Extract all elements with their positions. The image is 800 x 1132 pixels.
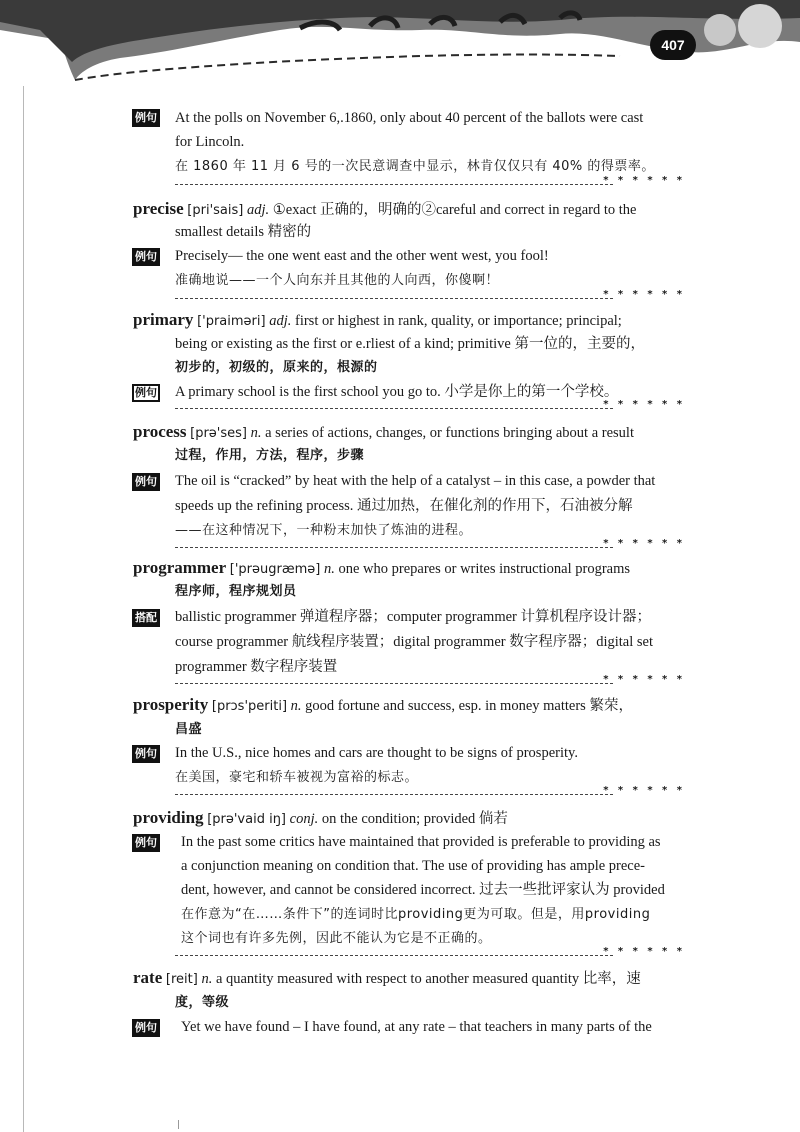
pronunciation: [prə'vaid iŋ] (207, 812, 287, 827)
entry-prosperity-headline (133, 695, 633, 717)
headword: precise (133, 199, 184, 218)
collocation-list: ballistic programmer 弹道程序器；computer programmer 计算机程序设计器； (175, 609, 651, 625)
example-translation: 在美国，豪宅和轿车被视为富裕的标志。 (175, 770, 419, 785)
example-sentence: dent, however, and cannot be considered incorrect. 过去一些批评家认为 provided (181, 882, 665, 898)
collocation-marker-icon: 搭配 (132, 609, 160, 627)
part-of-speech: n. (250, 425, 262, 441)
entry-divider (175, 289, 685, 304)
part-of-speech: adj. (269, 313, 292, 329)
example-sentence: Precisely— the one went east and the other went west, you fool! (175, 248, 549, 264)
divider-stars: * * * * * * (603, 399, 685, 410)
pronunciation: [reit] (165, 972, 198, 987)
definition: a quantity measured with respect to another measured quantity 比率，速 (215, 971, 641, 987)
definition-continued: smallest details 精密的 (175, 224, 312, 240)
collocation-list: programmer 数字程序装置 (175, 659, 338, 675)
part-of-speech: n. (290, 698, 302, 714)
definition-continued: being or existing as the first or e.rliest of a kind; primitive 第一位的，主要的， (175, 336, 645, 352)
example-sentence: for Lincoln. (175, 134, 245, 150)
definition: one who prepares or writes instructional programs (338, 561, 631, 577)
definition: on the condition; provided 倘若 (321, 811, 508, 827)
definition: ①exact 正确的，明确的②careful and correct in regard to the (272, 202, 637, 218)
example-marker-icon: 例句 (132, 248, 160, 266)
example-marker-icon: 例句 (132, 1019, 160, 1037)
headword: process (133, 422, 187, 441)
binding-edge-line (23, 86, 24, 1132)
headword: rate (133, 968, 163, 987)
headword: prosperity (133, 695, 209, 714)
example-marker-icon: 例句 (132, 745, 160, 763)
example-marker-icon: 例句 (132, 834, 160, 852)
definition: good fortune and success, esp. in money matters 繁荣， (305, 698, 633, 714)
example-sentence: At the polls on November 6,.1860, only about 40 percent of the ballots were cast (175, 110, 644, 126)
collocation-list: course programmer 航线程序装置；digital programmer 数字程序器；digital set (175, 634, 654, 650)
headword: programmer (133, 558, 227, 577)
part-of-speech: adj. (246, 202, 270, 218)
example-translation: 这个词也有许多先例，因此不能认为它是不正确的。 (181, 931, 492, 946)
scan-tick-mark (178, 1120, 179, 1129)
example-translation: ——在这种情况下，一种粉末加快了炼油的进程。 (175, 523, 473, 538)
example-sentence: speeds up the refining process. 通过加热，在催化剂的作用下，石油被分解 (175, 498, 633, 514)
entry-divider (175, 946, 685, 961)
example-sentence: A primary school is the first school you go to. 小学是你上的第一个学校。 (175, 384, 619, 400)
page-number: 407 (650, 30, 696, 60)
divider-stars: * * * * * * (603, 785, 685, 796)
example-marker-icon: 例句 (132, 473, 160, 491)
pronunciation: [prə'ses] (190, 426, 247, 441)
example-translation: 在 1860 年 11 月 6 号的一次民意调查中显示，林肯仅仅只有 40% 的得票率。 (175, 159, 655, 174)
definition-continued: 初步的，初级的，原来的，根源的 (175, 360, 378, 375)
pronunciation: ['prəugræmə] (229, 562, 321, 577)
example-sentence: In the U.S., nice homes and cars are thought to be signs of prosperity. (175, 745, 578, 761)
example-sentence: a conjunction meaning on condition that. The use of providing has ample prece- (181, 858, 646, 874)
pronunciation: [prɔs'periti] (211, 699, 288, 714)
pronunciation: [pri'sais] (187, 203, 244, 218)
entry-divider (175, 785, 685, 800)
definition-continued: 昌盛 (175, 722, 203, 737)
entry-primary-headline (133, 310, 622, 332)
example-translation: 在作意为“在……条件下”的连词时比providing更为可取。但是，用providing (181, 907, 651, 922)
definition: a series of actions, changes, or functions bringing about a result (265, 425, 634, 441)
example-marker-icon: 例句 (132, 384, 160, 402)
entry-programmer-headline (133, 558, 630, 580)
definition-continued: 度，等级 (175, 995, 230, 1010)
divider-stars: * * * * * * (603, 538, 685, 549)
example-sentence: In the past some critics have maintained that provided is preferable to providing as (181, 834, 661, 850)
example-sentence: The oil is “cracked” by heat with the help of a catalyst – in this case, a powder that (175, 473, 656, 489)
definition: first or highest in rank, quality, or importance; principal; (294, 313, 622, 329)
divider-stars: * * * * * * (603, 674, 685, 685)
divider-stars: * * * * * * (603, 289, 685, 300)
definition-continued: 过程，作用，方法，程序，步骤 (175, 448, 365, 463)
example-sentence: Yet we have found – I have found, at any rate – that teachers in many parts of the (181, 1019, 652, 1035)
part-of-speech: n. (201, 971, 213, 987)
example-translation: 准确地说——一个人向东并且其他的人向西，你傻啊！ (175, 273, 500, 288)
entry-rate-headline (133, 968, 641, 990)
divider-stars: * * * * * * (603, 946, 685, 957)
headword: providing (133, 808, 204, 827)
entry-providing-headline (133, 808, 508, 830)
entry-divider (175, 674, 685, 689)
definition-continued: 程序师，程序规划员 (175, 584, 297, 599)
entry-process-headline (133, 422, 634, 444)
entry-precise-headline (133, 199, 636, 221)
part-of-speech: conj. (289, 811, 319, 827)
part-of-speech: n. (323, 561, 335, 577)
entry-divider (175, 538, 685, 553)
headword: primary (133, 310, 194, 329)
pronunciation: ['praiməri] (197, 314, 266, 329)
entry-divider (175, 399, 685, 414)
example-marker-icon: 例句 (132, 109, 160, 127)
divider-stars: * * * * * * (603, 175, 685, 186)
entry-divider (175, 175, 685, 190)
